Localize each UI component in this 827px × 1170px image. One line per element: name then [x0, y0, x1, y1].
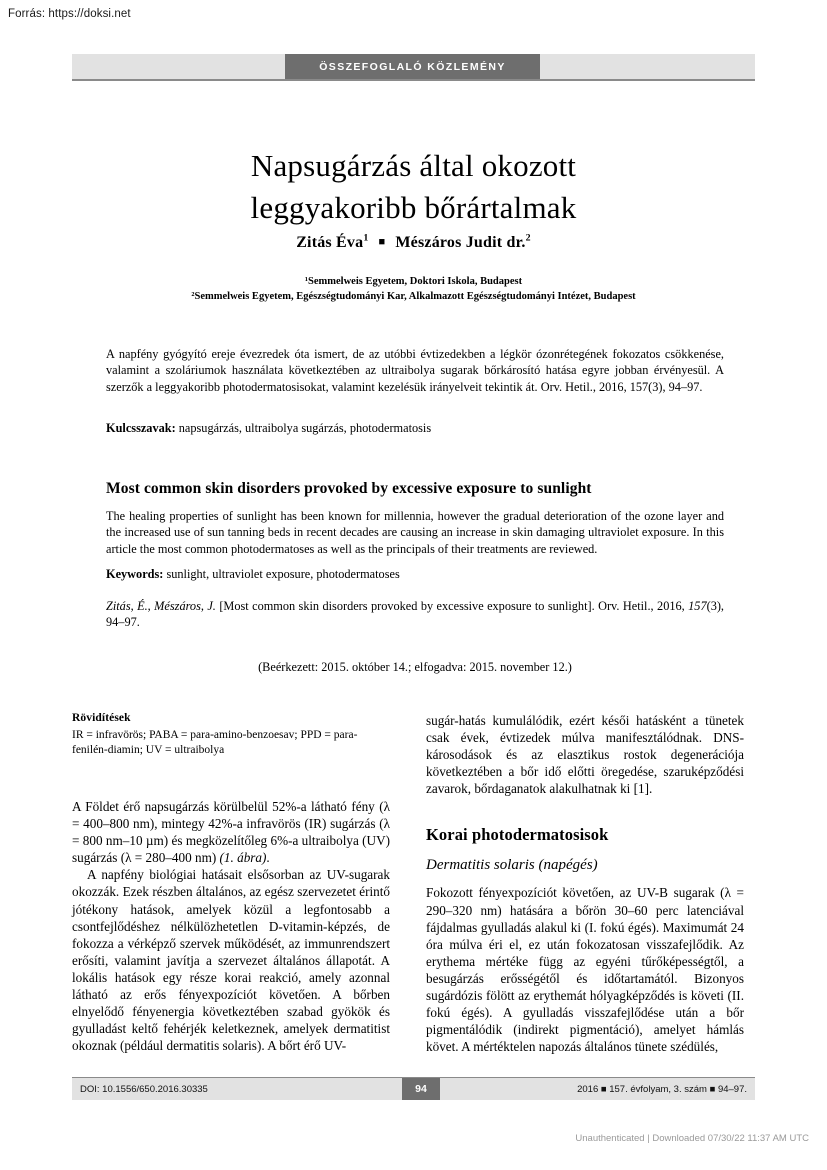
citation-volume: 157 — [688, 599, 707, 613]
figure-reference: (1. ábra) — [219, 850, 267, 866]
body-column-left — [72, 712, 390, 1054]
keywords-english-value: sunlight, ultraviolet exposure, photodermatoses — [166, 567, 400, 581]
footer-page-number: 94 — [402, 1078, 440, 1100]
page-title — [72, 145, 755, 229]
author-1-affiliation-marker: 1 — [363, 232, 369, 244]
right-paragraph-2: Fokozott fényexpozíciót követően, az UV-B sugarak (λ = 290–320 nm) hatására a bőrön 30–60 perc latenciával fájdalmas gyulladás alakul ki (I. fokú égés). Maximumát 24 óra múlva éri el, ez után fokozatosan visszafejlődik. Az erythema mértéke függ az egyéni tűrőképességtől, a besugárzás erősségétől és időtartamától. Bizonyos sugárdózis fölött az erythemát hólyagképződés is követi (II. fokú égés). A gyulladás visszafejlődése után a bőr pigmentálódik (indirekt pigmentáció), amelyet hámlás követ. A mértéktelen napozás általános tünete szédülés, — [426, 885, 744, 1055]
citation-authors: Zitás, É., Mészáros, J. — [106, 599, 216, 613]
body-column-right — [426, 712, 744, 1055]
left-paragraph-1: A Földet érő napsugárzás körülbelül 52%-a látható fény (λ = 400–800 nm), mintegy 42%-a infravörös (IR) sugárzás (λ = 800 nm–10 µm) és megközelítőleg 6%-a ultraibolya (UV) sugárzás (λ = 280–400 nm) (1. ábra). — [72, 799, 390, 866]
abbreviations-body: IR = infravörös; PABA = para-amino-benzoesav; PPD = para-fenilén-diamin; UV = ultraibolya — [72, 729, 358, 756]
section-banner — [72, 54, 755, 81]
title-line-2: leggyakoribb bőrártalmak — [250, 189, 577, 225]
subsection-heading-dermatitis-solaris: Dermatitis solaris (napégés) — [426, 857, 598, 874]
section-heading-early-photodermatoses: Korai photodermatosisok — [426, 825, 609, 845]
affiliation-2: ²Semmelweis Egyetem, Egészségtudományi Kar, Alkalmazott Egészségtudományi Intézet, Budapest — [191, 291, 636, 302]
source-watermark: Forrás: https://doksi.net — [8, 8, 131, 20]
citation-line — [106, 598, 724, 631]
abbreviations-heading: Rövidítések — [72, 712, 131, 724]
keywords-english — [106, 566, 724, 582]
title-line-1: Napsugárzás által okozott — [250, 147, 577, 183]
right-paragraph-1: sugár-hatás kumulálódik, ezért késői hatásként a tünetek csak évek, évtizedek múlva manifesztálódnak. DNS-károsodások és az elasztikus rostok degenerációja következtében a bőr idő előtti öregedése, szaruképződési zavarok, bőrdaganatok alakulhatnak ki [1]. — [426, 713, 744, 797]
left-paragraph-2: A napfény biológiai hatásait elsősorban az UV-sugarak okozzák. Ezek részben általános, az egész szervezetet érintő jótékony hatások, amelyek közül a legfontosabb a csontfejlődéshez nélkülözhetetlen D-vitamin-képzés, de fokozza a vérképző szervek működését, az immunrendszert erősíti, valamint javítja a szervezet általános állapotát. A lokális hatások egy része korai reakció, amely azonnal látható az erős fényexpozíciót követően. A bőrben elnyelődő fényenergia következtében szabad gyökök és gyulladást keltő fehérjék keletkeznek, amelyek dermatitist okoznak (például dermatitis solaris). A bőrt érő UV- — [72, 867, 390, 1054]
page-footer — [72, 1077, 755, 1100]
citation-rest: [Most common skin disorders provoked by excessive exposure to sunlight]. Orv. Hetil., 2016, — [219, 599, 689, 613]
footer-issue-info: 2016 ■ 157. évfolyam, 3. szám ■ 94–97. — [577, 1083, 747, 1095]
section-banner-label: ÖSSZEFOGLALÓ KÖZLEMÉNY — [319, 60, 506, 73]
author-2: Mészáros Judit dr.$^2$ — [395, 232, 531, 251]
keywords-hungarian — [106, 420, 724, 436]
title-english: Most common skin disorders provoked by excessive exposure to sunlight — [106, 480, 592, 497]
abstract-english: The healing properties of sunlight has been known for millennia, however the gradual deterioration of the ozone layer and the increased use of sun tanning beds in recent decades are causing an increase in skin damaging ultraviolet exposure. In this article the most common photodermatoses as well as the principals of their treatments are reviewed. — [106, 509, 724, 556]
footer-doi: DOI: 10.1556/650.2016.30335 — [80, 1083, 208, 1095]
section-banner-box — [285, 54, 540, 79]
author-list — [72, 234, 755, 252]
keywords-hungarian-value: napsugárzás, ultraibolya sugárzás, photodermatosis — [178, 421, 432, 435]
received-dates: (Beérkezett: 2015. október 14.; elfogadva: 2015. november 12.) — [258, 660, 572, 674]
affiliations — [72, 274, 755, 304]
author-2-affiliation-marker: 2 — [525, 232, 531, 244]
keywords-english-label: Keywords: — [106, 567, 164, 581]
affiliation-1: ¹Semmelweis Egyetem, Doktori Iskola, Budapest — [304, 276, 523, 287]
download-watermark: Unauthenticated | Downloaded 07/30/22 11:37 AM UTC — [575, 1133, 809, 1144]
keywords-hungarian-label: Kulcsszavak: — [106, 421, 176, 435]
abstract-hungarian: A napfény gyógyító ereje évezredek óta ismert, de az utóbbi évtizedekben a légkör ózonrétegének fokozatos csökkenése, valamint a szoláriumok használata következtében az ultraibolya sugarak bőrkárosító hatása egyre jobban érvényesül. A szerzők a leggyakoribb photodermatosisokat, valamint kezelésük irányelveit tekintik át. Orv. Hetil., 2016, 157(3), 94–97. — [106, 347, 724, 394]
author-1: Zitás Éva$^1$ — [296, 232, 369, 251]
author-separator-icon: ■ — [378, 236, 386, 248]
citation-tail: (3), 94–97. — [106, 599, 725, 630]
